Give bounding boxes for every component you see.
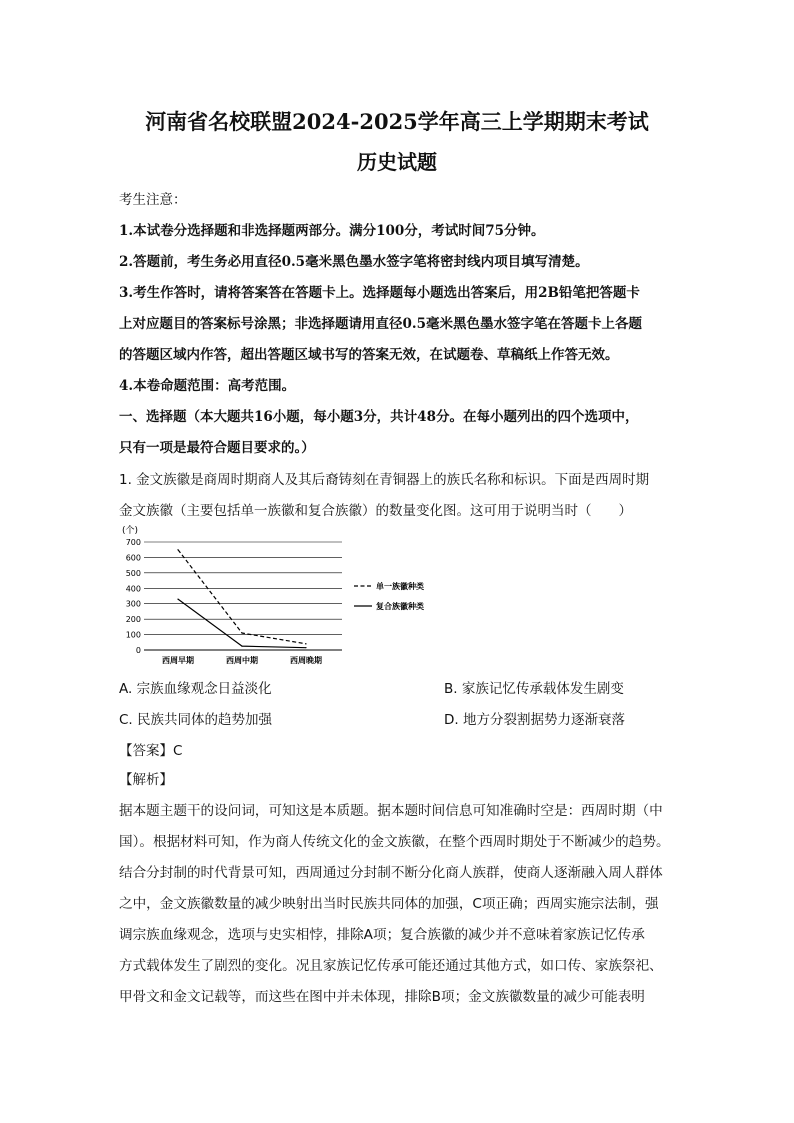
section-heading-cont: 只有一项是最符合题目要求的。） <box>119 440 315 456</box>
data-point <box>305 643 306 644</box>
data-point <box>177 598 178 599</box>
y-tick-label: 400 <box>125 584 141 594</box>
note-item: 的答题区域内作答，超出答题区域书写的答案无效，在试题卷、草稿纸上作答无效。 <box>119 347 619 363</box>
legend-label: 复合族徽种类 <box>376 602 424 611</box>
data-point <box>241 632 242 633</box>
analysis-line: 调宗族血缘观念，选项与史实相悖，排除A项；复合族徽的减少并不意味着家族记忆传承 <box>119 927 645 943</box>
note-item: 1.本试卷分选择题和非选择题两部分。满分100分，考试时间75分钟。 <box>119 223 545 239</box>
option-d[interactable]: D. 地方分裂割据势力逐渐衰落 <box>444 712 625 728</box>
y-tick-label: 600 <box>125 553 141 563</box>
x-tick-label: 西周晚期 <box>290 656 322 665</box>
exam-title: 河南省名校联盟2024-2025学年高三上学期期末考试 <box>145 109 649 134</box>
analysis-line: 方式载体发生了剧烈的变化。况且家族记忆传承可能还通过其他方式，如口传、家族祭祀、 <box>119 958 663 974</box>
y-tick-label: 0 <box>135 646 141 655</box>
exam-subtitle: 历史试题 <box>357 150 437 174</box>
legend-label: 单一族徽种类 <box>376 582 424 591</box>
analysis-line: 之中，金文族徽数量的减少映射出当时民族共同体的加强，C项正确；西周实施宗法制，强 <box>119 896 659 912</box>
option-b[interactable]: B. 家族记忆传承载体发生剧变 <box>444 681 624 697</box>
x-tick-label: 西周早期 <box>162 656 194 665</box>
option-a[interactable]: A. 宗族血缘观念日益淡化 <box>119 681 272 697</box>
note-item: 上对应题目的答案标号涂黑；非选择题请用直径0.5毫米黑色墨水签字笔在答题卡上各题 <box>119 316 642 332</box>
y-unit-label: (个) <box>122 526 139 536</box>
x-tick-label: 西周中期 <box>226 656 258 665</box>
analysis-line: 国）。根据材料可知，作为商人传统文化的金文族徽，在整个西周时期处于不断减少的趋势。 <box>119 834 670 850</box>
y-tick-label: 200 <box>125 615 141 625</box>
data-point <box>241 646 242 647</box>
question-stem-cont: 金文族徽（主要包括单一族徽和复合族徽）的数量变化图。这可用于说明当时（ ） <box>119 503 632 519</box>
note-item: 3.考生作答时，请将答案答在答题卡上。选择题每小题选出答案后，用2B铅笔把答题卡 <box>119 285 640 301</box>
y-tick-label: 500 <box>125 568 141 578</box>
line-chart <box>110 522 470 670</box>
question-stem: 1. 金文族徽是商周时期商人及其后裔铸刻在青铜器上的族氏名称和标识。下面是西周时期 <box>119 472 650 488</box>
analysis-line: 据本题主题干的设问词，可知这是本质题。据本题时间信息可知准确时空是：西周时期（中 <box>119 803 663 819</box>
analysis-line: 结合分封制的时代背景可知，西周通过分封制不断分化商人族群，使商人逐渐融入周人群体 <box>119 865 663 881</box>
series-line <box>178 550 306 644</box>
notes-heading: 考生注意： <box>119 192 187 208</box>
analysis-line: 甲骨文和金文记载等，而这些在图中并未体现，排除B项；金文族徽数量的减少可能表明 <box>119 989 645 1005</box>
note-item: 2.答题前，考生务必用直径0.5毫米黑色墨水签字笔将密封线内项目填写清楚。 <box>119 254 589 270</box>
data-point <box>305 647 306 648</box>
y-tick-label: 700 <box>125 538 141 547</box>
y-tick-label: 300 <box>125 599 141 609</box>
answer-label: 【答案】C <box>119 743 183 759</box>
note-item: 4.本卷命题范围：高考范围。 <box>119 378 296 394</box>
y-tick-label: 100 <box>125 630 141 640</box>
data-point <box>177 549 178 550</box>
analysis-label: 【解析】 <box>119 772 173 788</box>
section-heading: 一、选择题（本大题共16小题，每小题3分，共计48分。在每小题列出的四个选项中， <box>119 409 639 425</box>
option-c[interactable]: C. 民族共同体的趋势加强 <box>119 712 273 728</box>
